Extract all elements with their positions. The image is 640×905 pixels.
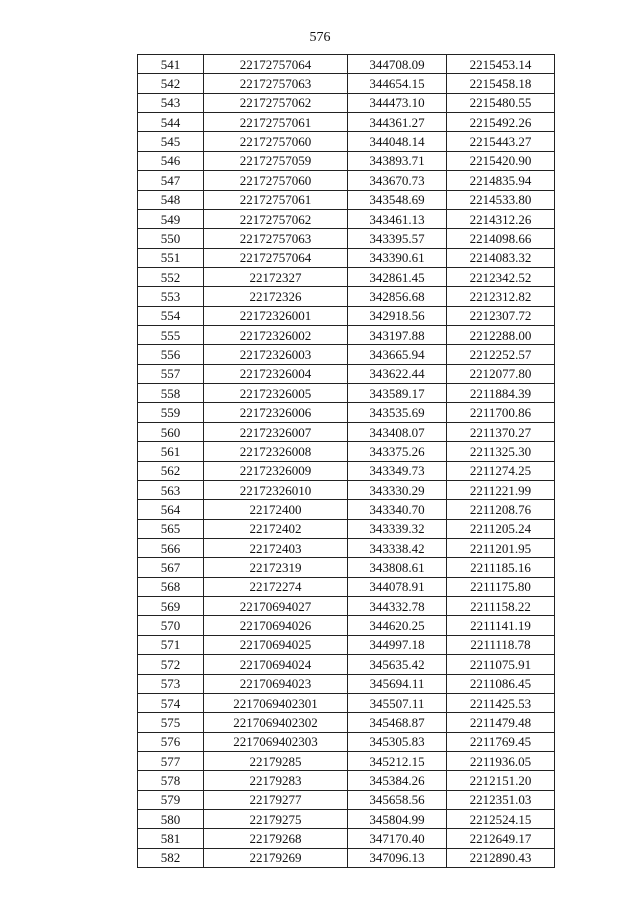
row-number-cell: 575 xyxy=(138,713,204,732)
y-coordinate-cell: 2211086.45 xyxy=(447,674,555,693)
point-id-cell: 22172757062 xyxy=(204,93,348,112)
table-row xyxy=(138,771,555,790)
row-number-cell: 566 xyxy=(138,538,204,557)
point-id-cell: 22172326 xyxy=(204,287,348,306)
row-number-cell: 556 xyxy=(138,345,204,364)
x-coordinate-cell: 344078.91 xyxy=(348,577,447,596)
table-row xyxy=(138,306,555,325)
table-row xyxy=(138,326,555,345)
table-row xyxy=(138,829,555,848)
row-number-cell: 560 xyxy=(138,422,204,441)
row-number-cell: 561 xyxy=(138,442,204,461)
table-row xyxy=(138,151,555,170)
table-row xyxy=(138,93,555,112)
row-number-cell: 579 xyxy=(138,790,204,809)
row-number-cell: 550 xyxy=(138,229,204,248)
y-coordinate-cell: 2212151.20 xyxy=(447,771,555,790)
table-row xyxy=(138,810,555,829)
y-coordinate-cell: 2211208.76 xyxy=(447,500,555,519)
coordinates-table xyxy=(137,54,555,868)
y-coordinate-cell: 2212252.57 xyxy=(447,345,555,364)
y-coordinate-cell: 2212351.03 xyxy=(447,790,555,809)
point-id-cell: 22179277 xyxy=(204,790,348,809)
table-row xyxy=(138,55,555,74)
x-coordinate-cell: 343408.07 xyxy=(348,422,447,441)
table-row xyxy=(138,113,555,132)
point-id-cell: 22172402 xyxy=(204,519,348,538)
table-row xyxy=(138,790,555,809)
y-coordinate-cell: 2215458.18 xyxy=(447,74,555,93)
point-id-cell: 2217069402303 xyxy=(204,732,348,751)
y-coordinate-cell: 2214533.80 xyxy=(447,190,555,209)
y-coordinate-cell: 2211479.48 xyxy=(447,713,555,732)
table-row xyxy=(138,519,555,538)
row-number-cell: 552 xyxy=(138,267,204,286)
table-row xyxy=(138,674,555,693)
row-number-cell: 542 xyxy=(138,74,204,93)
x-coordinate-cell: 342856.68 xyxy=(348,287,447,306)
row-number-cell: 573 xyxy=(138,674,204,693)
table-row xyxy=(138,190,555,209)
y-coordinate-cell: 2211201.95 xyxy=(447,538,555,557)
table-row xyxy=(138,597,555,616)
point-id-cell: 22170694027 xyxy=(204,597,348,616)
y-coordinate-cell: 2215453.14 xyxy=(447,55,555,74)
y-coordinate-cell: 2215480.55 xyxy=(447,93,555,112)
x-coordinate-cell: 343622.44 xyxy=(348,364,447,383)
y-coordinate-cell: 2212890.43 xyxy=(447,848,555,867)
table-row xyxy=(138,248,555,267)
table-row xyxy=(138,267,555,286)
point-id-cell: 22172757063 xyxy=(204,229,348,248)
table-row xyxy=(138,345,555,364)
point-id-cell: 22172326004 xyxy=(204,364,348,383)
y-coordinate-cell: 2211185.16 xyxy=(447,558,555,577)
y-coordinate-cell: 2211325.30 xyxy=(447,442,555,461)
row-number-cell: 541 xyxy=(138,55,204,74)
point-id-cell: 22170694024 xyxy=(204,655,348,674)
y-coordinate-cell: 2214835.94 xyxy=(447,171,555,190)
x-coordinate-cell: 343338.42 xyxy=(348,538,447,557)
x-coordinate-cell: 343461.13 xyxy=(348,209,447,228)
x-coordinate-cell: 345212.15 xyxy=(348,751,447,770)
y-coordinate-cell: 2211158.22 xyxy=(447,597,555,616)
y-coordinate-cell: 2215443.27 xyxy=(447,132,555,151)
x-coordinate-cell: 345658.56 xyxy=(348,790,447,809)
point-id-cell: 22172757061 xyxy=(204,113,348,132)
y-coordinate-cell: 2211884.39 xyxy=(447,384,555,403)
row-number-cell: 568 xyxy=(138,577,204,596)
row-number-cell: 559 xyxy=(138,403,204,422)
table-row xyxy=(138,209,555,228)
point-id-cell: 22172757062 xyxy=(204,209,348,228)
row-number-cell: 563 xyxy=(138,480,204,499)
x-coordinate-cell: 343390.61 xyxy=(348,248,447,267)
y-coordinate-cell: 2214098.66 xyxy=(447,229,555,248)
table-row xyxy=(138,693,555,712)
x-coordinate-cell: 344473.10 xyxy=(348,93,447,112)
table-row xyxy=(138,442,555,461)
x-coordinate-cell: 343339.32 xyxy=(348,519,447,538)
row-number-cell: 555 xyxy=(138,326,204,345)
point-id-cell: 22172327 xyxy=(204,267,348,286)
row-number-cell: 580 xyxy=(138,810,204,829)
x-coordinate-cell: 344708.09 xyxy=(348,55,447,74)
row-number-cell: 571 xyxy=(138,635,204,654)
row-number-cell: 565 xyxy=(138,519,204,538)
x-coordinate-cell: 343589.17 xyxy=(348,384,447,403)
row-number-cell: 544 xyxy=(138,113,204,132)
point-id-cell: 22170694025 xyxy=(204,635,348,654)
x-coordinate-cell: 344620.25 xyxy=(348,616,447,635)
table-row xyxy=(138,655,555,674)
row-number-cell: 547 xyxy=(138,171,204,190)
point-id-cell: 2217069402301 xyxy=(204,693,348,712)
table-row xyxy=(138,616,555,635)
point-id-cell: 22172757061 xyxy=(204,190,348,209)
table-row xyxy=(138,364,555,383)
y-coordinate-cell: 2215420.90 xyxy=(447,151,555,170)
y-coordinate-cell: 2212307.72 xyxy=(447,306,555,325)
row-number-cell: 569 xyxy=(138,597,204,616)
x-coordinate-cell: 344997.18 xyxy=(348,635,447,654)
row-number-cell: 576 xyxy=(138,732,204,751)
row-number-cell: 562 xyxy=(138,461,204,480)
y-coordinate-cell: 2211141.19 xyxy=(447,616,555,635)
row-number-cell: 570 xyxy=(138,616,204,635)
x-coordinate-cell: 347096.13 xyxy=(348,848,447,867)
x-coordinate-cell: 343670.73 xyxy=(348,171,447,190)
y-coordinate-cell: 2214312.26 xyxy=(447,209,555,228)
y-coordinate-cell: 2212077.80 xyxy=(447,364,555,383)
row-number-cell: 558 xyxy=(138,384,204,403)
x-coordinate-cell: 343893.71 xyxy=(348,151,447,170)
point-id-cell: 22172326003 xyxy=(204,345,348,364)
point-id-cell: 22172757064 xyxy=(204,55,348,74)
x-coordinate-cell: 345384.26 xyxy=(348,771,447,790)
row-number-cell: 557 xyxy=(138,364,204,383)
row-number-cell: 567 xyxy=(138,558,204,577)
x-coordinate-cell: 343535.69 xyxy=(348,403,447,422)
point-id-cell: 22172274 xyxy=(204,577,348,596)
point-id-cell: 22170694026 xyxy=(204,616,348,635)
y-coordinate-cell: 2215492.26 xyxy=(447,113,555,132)
y-coordinate-cell: 2212524.15 xyxy=(447,810,555,829)
x-coordinate-cell: 344332.78 xyxy=(348,597,447,616)
y-coordinate-cell: 2211370.27 xyxy=(447,422,555,441)
page-number: 576 xyxy=(309,30,331,45)
x-coordinate-cell: 345468.87 xyxy=(348,713,447,732)
row-number-cell: 581 xyxy=(138,829,204,848)
x-coordinate-cell: 343330.29 xyxy=(348,480,447,499)
point-id-cell: 22172400 xyxy=(204,500,348,519)
x-coordinate-cell: 344361.27 xyxy=(348,113,447,132)
point-id-cell: 22172326007 xyxy=(204,422,348,441)
y-coordinate-cell: 2211075.91 xyxy=(447,655,555,674)
table-row xyxy=(138,732,555,751)
point-id-cell: 22172757059 xyxy=(204,151,348,170)
table-row xyxy=(138,577,555,596)
table-row xyxy=(138,538,555,557)
x-coordinate-cell: 345305.83 xyxy=(348,732,447,751)
table-row xyxy=(138,848,555,867)
point-id-cell: 22172326006 xyxy=(204,403,348,422)
table-row xyxy=(138,422,555,441)
row-number-cell: 564 xyxy=(138,500,204,519)
row-number-cell: 546 xyxy=(138,151,204,170)
x-coordinate-cell: 342918.56 xyxy=(348,306,447,325)
table-row xyxy=(138,287,555,306)
y-coordinate-cell: 2212312.82 xyxy=(447,287,555,306)
table-row xyxy=(138,229,555,248)
table-row xyxy=(138,74,555,93)
x-coordinate-cell: 343548.69 xyxy=(348,190,447,209)
x-coordinate-cell: 347170.40 xyxy=(348,829,447,848)
point-id-cell: 22172757060 xyxy=(204,132,348,151)
y-coordinate-cell: 2211425.53 xyxy=(447,693,555,712)
row-number-cell: 553 xyxy=(138,287,204,306)
row-number-cell: 543 xyxy=(138,93,204,112)
table-row xyxy=(138,751,555,770)
x-coordinate-cell: 345635.42 xyxy=(348,655,447,674)
point-id-cell: 22172326001 xyxy=(204,306,348,325)
point-id-cell: 22172326002 xyxy=(204,326,348,345)
table-row xyxy=(138,384,555,403)
table-row xyxy=(138,461,555,480)
row-number-cell: 582 xyxy=(138,848,204,867)
point-id-cell: 22179283 xyxy=(204,771,348,790)
table-row xyxy=(138,132,555,151)
y-coordinate-cell: 2211769.45 xyxy=(447,732,555,751)
y-coordinate-cell: 2212342.52 xyxy=(447,267,555,286)
row-number-cell: 578 xyxy=(138,771,204,790)
table-row xyxy=(138,171,555,190)
x-coordinate-cell: 345694.11 xyxy=(348,674,447,693)
x-coordinate-cell: 343665.94 xyxy=(348,345,447,364)
x-coordinate-cell: 343349.73 xyxy=(348,461,447,480)
point-id-cell: 2217069402302 xyxy=(204,713,348,732)
table-row xyxy=(138,480,555,499)
x-coordinate-cell: 344048.14 xyxy=(348,132,447,151)
x-coordinate-cell: 342861.45 xyxy=(348,267,447,286)
point-id-cell: 22172757063 xyxy=(204,74,348,93)
point-id-cell: 22172403 xyxy=(204,538,348,557)
point-id-cell: 22179285 xyxy=(204,751,348,770)
point-id-cell: 22170694023 xyxy=(204,674,348,693)
table-body xyxy=(138,55,555,868)
x-coordinate-cell: 343340.70 xyxy=(348,500,447,519)
point-id-cell: 22172326010 xyxy=(204,480,348,499)
y-coordinate-cell: 2214083.32 xyxy=(447,248,555,267)
y-coordinate-cell: 2211205.24 xyxy=(447,519,555,538)
y-coordinate-cell: 2211700.86 xyxy=(447,403,555,422)
row-number-cell: 577 xyxy=(138,751,204,770)
point-id-cell: 22172757064 xyxy=(204,248,348,267)
x-coordinate-cell: 343375.26 xyxy=(348,442,447,461)
x-coordinate-cell: 343808.61 xyxy=(348,558,447,577)
row-number-cell: 548 xyxy=(138,190,204,209)
y-coordinate-cell: 2212288.00 xyxy=(447,326,555,345)
row-number-cell: 545 xyxy=(138,132,204,151)
y-coordinate-cell: 2211274.25 xyxy=(447,461,555,480)
y-coordinate-cell: 2211221.99 xyxy=(447,480,555,499)
table-row xyxy=(138,635,555,654)
x-coordinate-cell: 345804.99 xyxy=(348,810,447,829)
row-number-cell: 572 xyxy=(138,655,204,674)
row-number-cell: 549 xyxy=(138,209,204,228)
x-coordinate-cell: 343395.57 xyxy=(348,229,447,248)
table-row xyxy=(138,500,555,519)
x-coordinate-cell: 343197.88 xyxy=(348,326,447,345)
y-coordinate-cell: 2211118.78 xyxy=(447,635,555,654)
y-coordinate-cell: 2211936.05 xyxy=(447,751,555,770)
table-row xyxy=(138,558,555,577)
y-coordinate-cell: 2212649.17 xyxy=(447,829,555,848)
point-id-cell: 22179269 xyxy=(204,848,348,867)
table-row xyxy=(138,403,555,422)
row-number-cell: 554 xyxy=(138,306,204,325)
point-id-cell: 22172326009 xyxy=(204,461,348,480)
point-id-cell: 22172326005 xyxy=(204,384,348,403)
x-coordinate-cell: 344654.15 xyxy=(348,74,447,93)
x-coordinate-cell: 345507.11 xyxy=(348,693,447,712)
y-coordinate-cell: 2211175.80 xyxy=(447,577,555,596)
row-number-cell: 551 xyxy=(138,248,204,267)
point-id-cell: 22179275 xyxy=(204,810,348,829)
point-id-cell: 22172757060 xyxy=(204,171,348,190)
table-row xyxy=(138,713,555,732)
row-number-cell: 574 xyxy=(138,693,204,712)
point-id-cell: 22172326008 xyxy=(204,442,348,461)
point-id-cell: 22179268 xyxy=(204,829,348,848)
point-id-cell: 22172319 xyxy=(204,558,348,577)
